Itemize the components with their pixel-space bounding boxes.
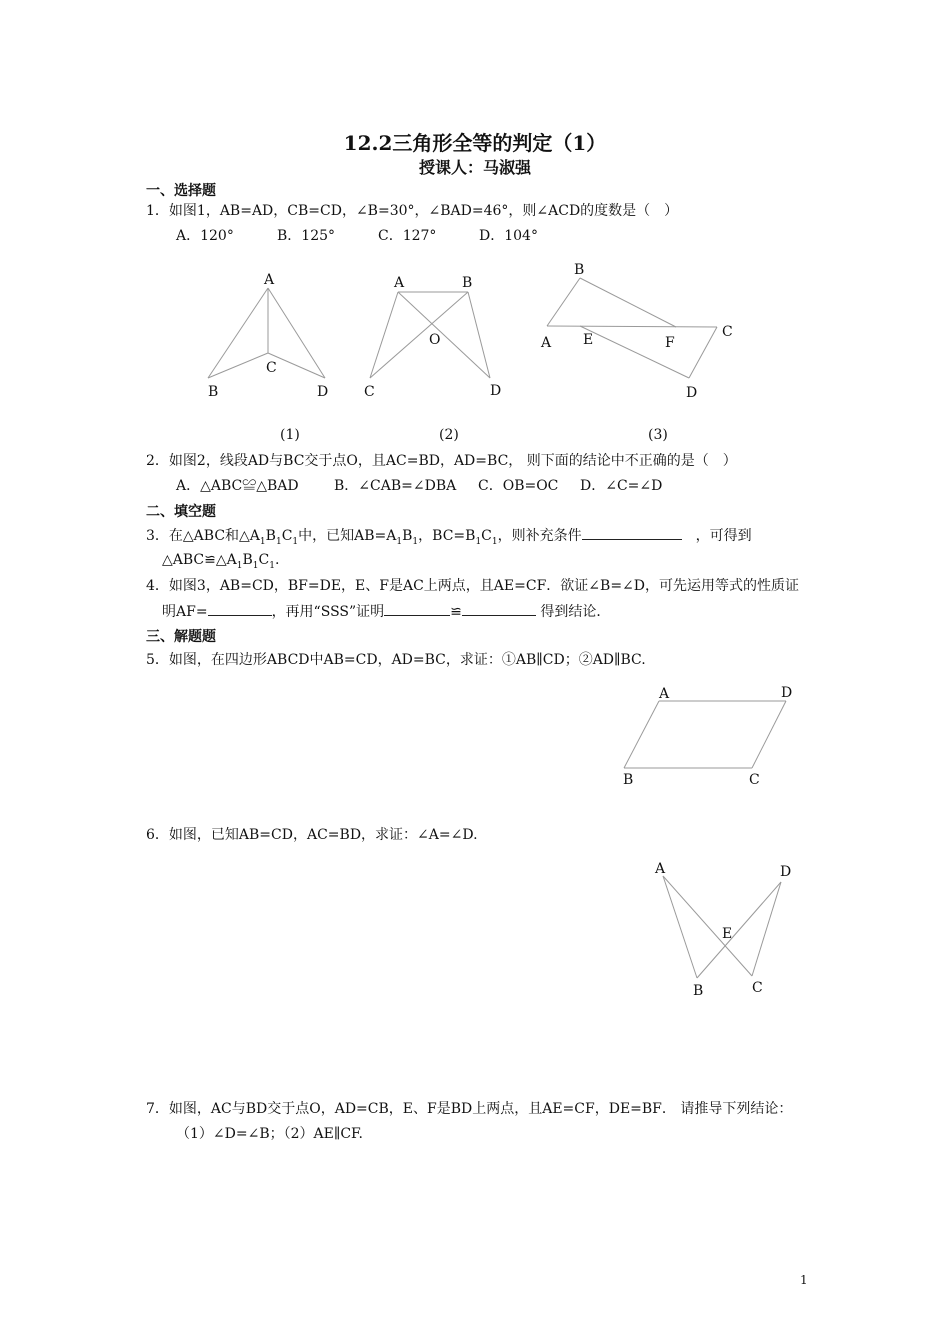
fig1-label-d: D <box>317 384 329 400</box>
fig6-label-e: E <box>722 926 733 942</box>
q2-option-d: D．∠C=∠D <box>580 478 663 494</box>
fig2-label-b: B <box>462 275 473 291</box>
fig6-label-b: B <box>693 983 704 999</box>
fig2-caption: (2) <box>439 427 459 443</box>
section-fill: 二、填空题 <box>146 504 216 520</box>
question-7-line-1: 7．如图，AC与BD交于点O，AD=CB，E、F是BD上两点，且AE=CF，DE=BF． 请推导下列结论： <box>146 1101 793 1117</box>
section-solve: 三、解题题 <box>146 629 216 645</box>
figure-5-lines <box>624 701 786 768</box>
question-3-line-1: 3．在△ABC和$\triangle A_1B_1C_1$中，已知$AB=A_1B_1$，$BC=B_1C_1$，则补充条件 ，可得到 <box>146 525 752 552</box>
fig3-label-c: C <box>722 324 733 340</box>
question-3-line-2: $\triangle ABC≌\triangle A_1B_1C_1$. <box>162 552 280 571</box>
q1-option-c: C．127° <box>378 228 437 244</box>
q4-blank-triangle-1[interactable] <box>384 601 450 616</box>
fig5-label-a: A <box>659 686 670 702</box>
q2-option-c: C．OB=OC <box>478 478 559 494</box>
q4-blank-af[interactable] <box>208 601 272 616</box>
fig5-label-c: C <box>749 772 760 788</box>
section-choice: 一、选择题 <box>146 183 216 199</box>
fig5-label-d: D <box>781 685 793 701</box>
question-2-text: 2．如图2，线段AD与BC交于点O，且AC=BD，AD=BC， 则下面的结论中不正确的是（ ） <box>146 453 737 469</box>
fig2-label-d: D <box>490 383 502 399</box>
q4-blank-triangle-2[interactable] <box>462 601 536 616</box>
question-1-text: 1．如图1，AB=AD，CB=CD，∠B=30°，∠BAD=46°，则∠ACD的度数是（ ） <box>146 203 679 219</box>
fig1-label-a: A <box>264 272 275 288</box>
question-4-line-2: 明AF= ，再用“SSS”证明 ≌ 得到结论． <box>162 601 610 622</box>
q1-option-d: D．104° <box>479 228 538 244</box>
fig2-label-a: A <box>394 275 405 291</box>
fig1-label-c: C <box>266 360 277 376</box>
fig3-label-b: B <box>574 262 585 278</box>
fig2-label-c: C <box>364 384 375 400</box>
q2-option-a: A．△ABC≌△BAD <box>176 478 299 494</box>
page-title: 12.2三角形全等的判定（1） <box>343 131 607 155</box>
q1-option-b: B．125° <box>277 228 336 244</box>
question-6-text: 6．如图，已知AB=CD，AC=BD，求证：∠A=∠D. <box>146 827 478 843</box>
fig2-label-o: O <box>429 332 441 348</box>
fig3-caption: (3) <box>648 427 668 443</box>
page-number: 1 <box>800 1273 808 1287</box>
fig6-label-c: C <box>752 980 763 996</box>
fig1-label-b: B <box>208 384 219 400</box>
fig1-caption: (1) <box>280 427 300 443</box>
fig3-label-d: D <box>686 385 698 401</box>
question-7-line-2: （1）∠D=∠B；（2）AE∥CF. <box>176 1126 364 1142</box>
fig3-label-a: A <box>541 335 552 351</box>
question-4-line-1: 4．如图3，AB=CD，BF=DE，E、F是AC上两点，且AE=CF．欲证∠B=∠D，可先运用等式的性质证 <box>146 578 800 594</box>
fig3-label-e: E <box>583 332 594 348</box>
lecturer-line: 授课人：马淑强 <box>418 158 531 177</box>
question-5-text: 5．如图，在四边形ABCD中AB=CD，AD=BC，求证：①AB∥CD；②AD∥BC. <box>146 652 646 668</box>
fig5-label-b: B <box>623 772 634 788</box>
q3-answer-blank[interactable] <box>582 525 682 540</box>
fig3-label-f: F <box>665 335 675 351</box>
fig6-label-d: D <box>780 864 792 880</box>
q1-option-a: A．120° <box>176 228 234 244</box>
fig6-label-a: A <box>655 861 666 877</box>
q2-option-b: B．∠CAB=∠DBA <box>334 478 457 494</box>
figure-3-lines <box>547 278 717 378</box>
